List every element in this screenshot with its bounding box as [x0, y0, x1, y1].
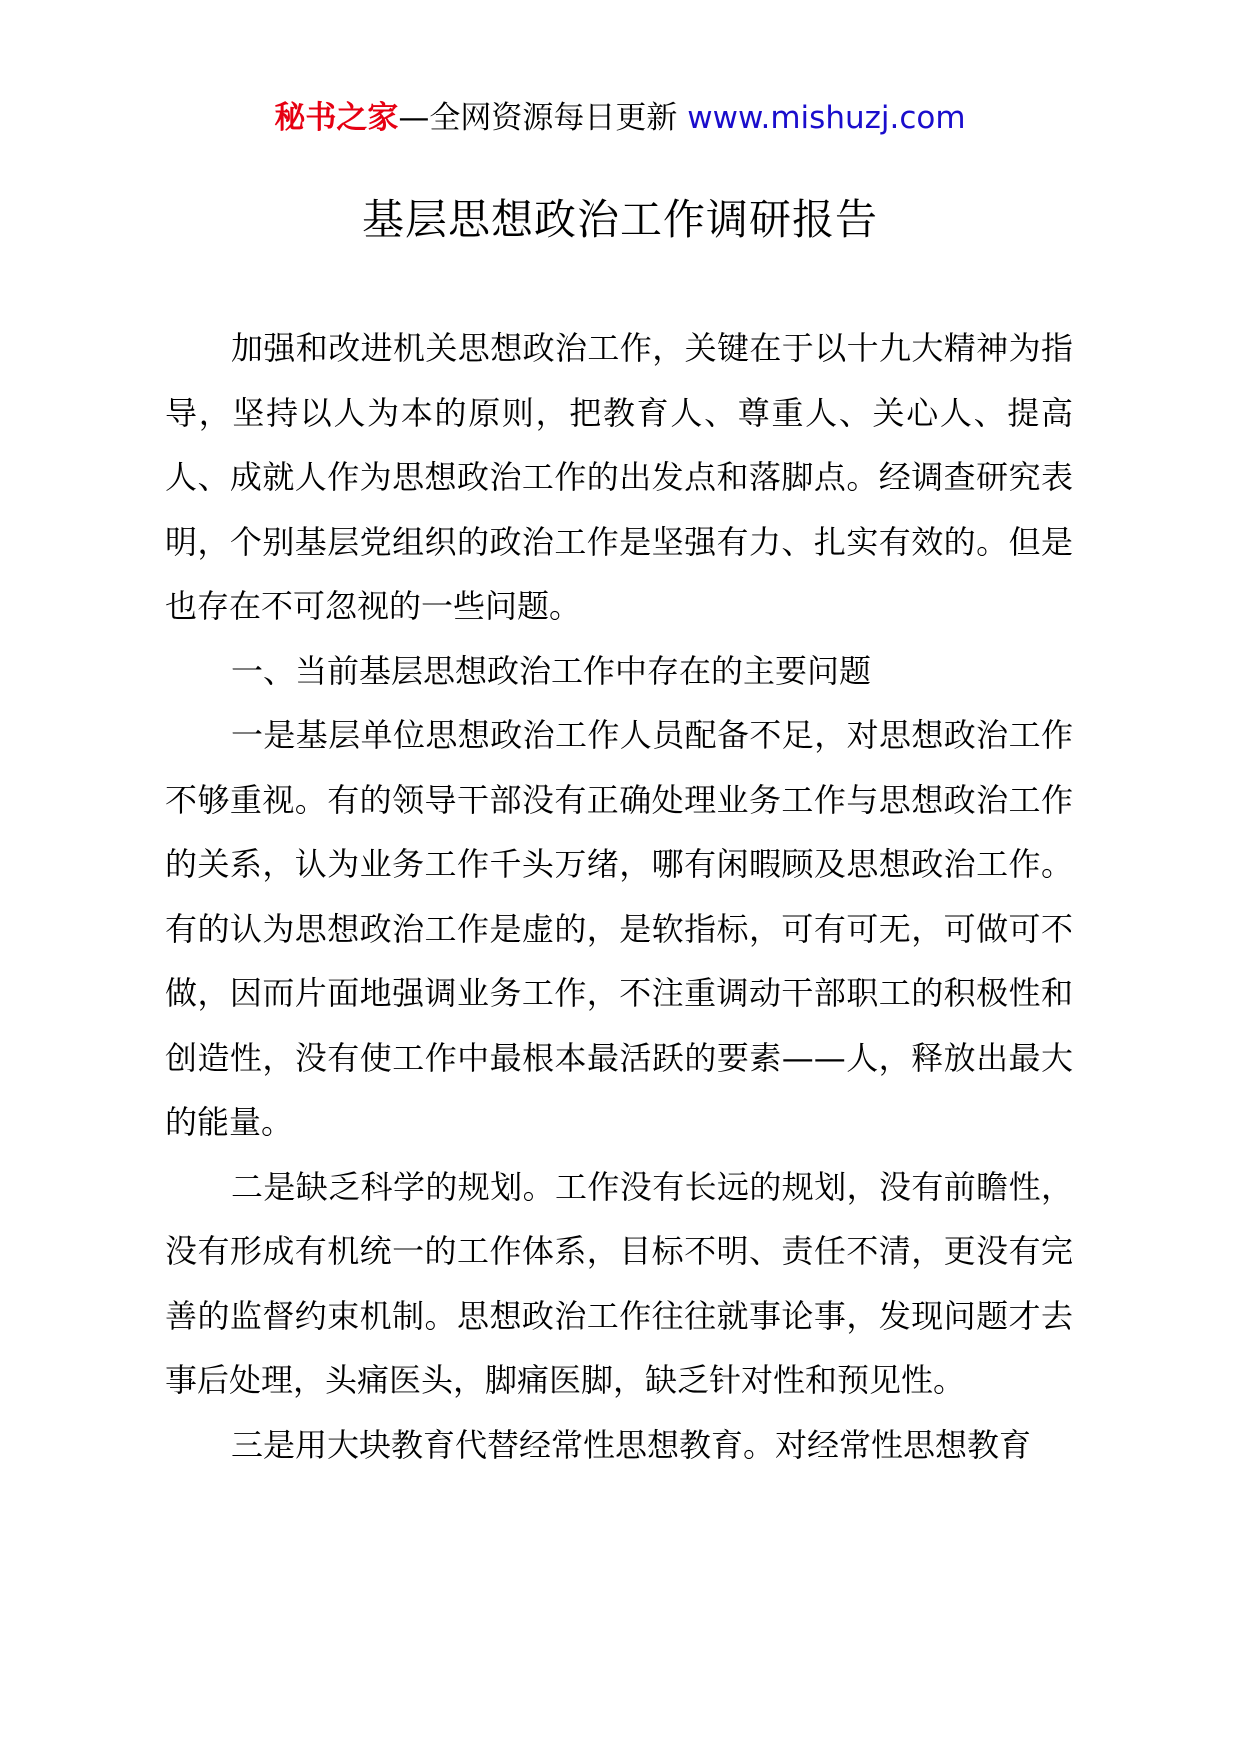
document-title: 基层思想政治工作调研报告 — [361, 195, 878, 244]
brand-name: 秘书之家 — [274, 100, 399, 136]
intro-paragraph: 加强和改进机关思想政治工作，关键在于以十九大精神为指导，坚持以人为本的原则，把教育人、尊重人、关心人、提高人、成就人作为思想政治工作的出发点和落脚点。经调查研究表明，个别基层党组织的政治工作是坚强有力、扎实有效的。但是也存在不可忽视的一些问题。 — [165, 329, 1073, 625]
header-url-link[interactable]: www.mishuzj.com — [687, 100, 966, 136]
site-header — [0, 98, 1240, 138]
header-slogan: —全网资源每日更新 — [398, 100, 678, 136]
body-paragraph: 三是用大块教育代替经常性思想教育。对经常性思想教育 — [231, 1425, 1032, 1464]
section-heading: 一、当前基层思想政治工作中存在的主要问题 — [231, 651, 872, 690]
document-body — [165, 316, 1073, 1477]
body-paragraph: 一是基层单位思想政治工作人员配备不足，对思想政治工作不够重视。有的领导干部没有正确处理业务工作与思想政治工作的关系，认为业务工作千头万绪，哪有闲暇顾及思想政治工作。有的认为思想政治工作是虚的，是软指标，可有可无，可做可不做，因而片面地强调业务工作，不注重调动干部职工的积极性和创造性，没有使工作中最根本最活跃的要素——人，释放出最大的能量。 — [165, 716, 1073, 1141]
body-paragraph: 二是缺乏科学的规划。工作没有长远的规划，没有前瞻性，没有形成有机统一的工作体系，目标不明、责任不清，更没有完善的监督约束机制。思想政治工作往往就事论事，发现问题才去事后处理，头痛医头，脚痛医脚，缺乏针对性和预见性。 — [165, 1167, 1073, 1399]
